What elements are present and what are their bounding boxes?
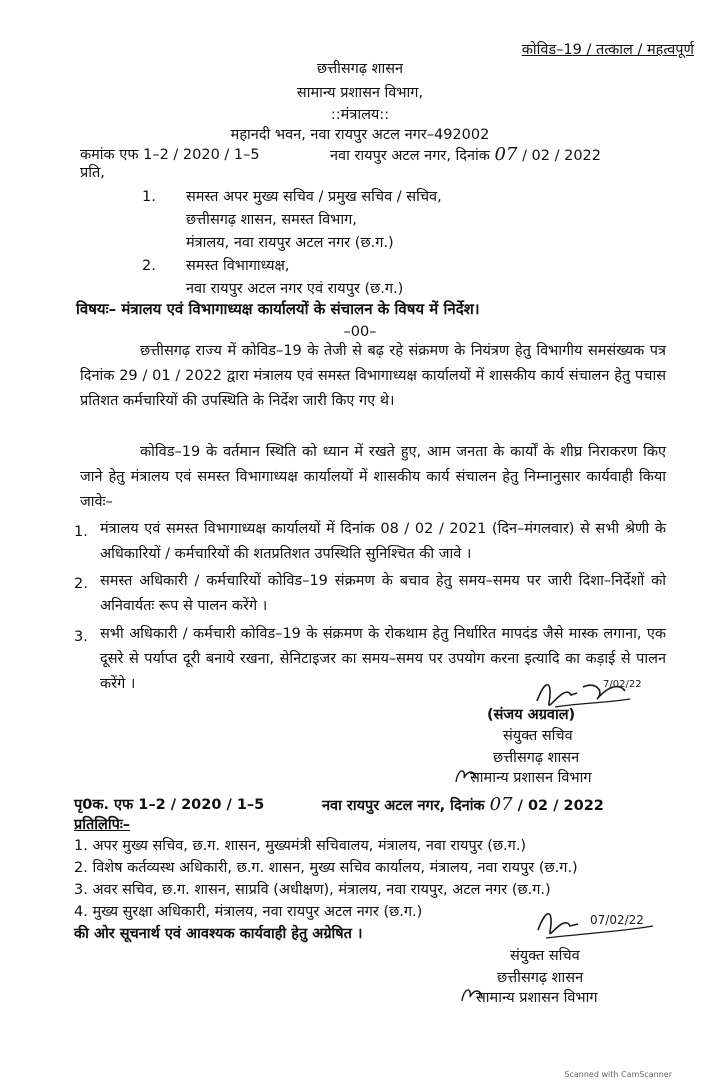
signatory-2-org: छत्तीसगढ़ शासन — [497, 970, 584, 986]
copy-item-3: 3. अवर सचिव, छ.ग. शासन, साप्रवि (अधीक्षण), मंत्रालय, नवा रायपुर, अटल नगर (छ.ग.) — [74, 882, 551, 898]
org-name: छत्तीसगढ़ शासन — [316, 61, 404, 77]
scanner-watermark: Scanned with CamScanner — [564, 1070, 672, 1079]
signatory-1-name: (संजय अग्रवाल) — [487, 707, 576, 723]
recipient-1-line-3: मंत्रालय, नवा रायपुर अटल नगर (छ.ग.) — [186, 235, 394, 251]
signatory-1-title: संयुक्त सचिव — [503, 728, 573, 744]
recipient-1-line-2: छत्तीसगढ़ शासन, समस्त विभाग, — [186, 212, 357, 228]
copy-to-label: प्रतिलिपिः– — [74, 817, 131, 833]
recipient-1-line-1: समस्त अपर मुख्य सचिव / प्रमुख सचिव / सचिव, — [186, 189, 442, 205]
signatory-1-org: छत्तीसगढ़ शासन — [493, 750, 580, 766]
urgency-tag: कोविड–19 / तत्काल / महत्वपूर्ण — [521, 42, 694, 58]
reference-date: नवा रायपुर अटल नगर, दिनांक 07 / 02 / 2022 — [330, 144, 602, 165]
reference-number: कमांक एफ 1–2 / 2020 / 1–5 — [80, 147, 260, 163]
signatory-1-department: सामान्य प्रशासन विभाग — [470, 770, 592, 786]
copy-item-2: 2. विशेष कर्तव्यस्थ अधिकारी, छ.ग. शासन, मुख्य सचिव कार्यालय, मंत्रालय, नवा रायपुर (छ.ग.) — [74, 860, 578, 876]
divider-mark: –00– — [343, 324, 377, 340]
copy-item-1: 1. अपर मुख्य सचिव, छ.ग. शासन, मुख्यमंत्री सचिवालय, मंत्रालय, नवा रायपुर (छ.ग.) — [74, 838, 527, 854]
department-name: सामान्य प्रशासन विभाग, — [296, 85, 424, 101]
subject-text: मंत्रालय एवं विभागाध्यक्ष कार्यालयों के संचालन के विषय में निर्देश। — [121, 300, 480, 318]
recipient-2-number: 2. — [142, 258, 156, 274]
signature-2-scribble — [528, 900, 658, 946]
directive-3-text: सभी अधिकारी / कर्मचारी कोविड–19 के संक्रमण के रोकथाम हेतु निर्धारित मापदंड जैसे मास्क लगाना, एक दूसरे से पर्याप्त दूरी बनाये रखना, सेनिटाइजर का समय–समय पर उपयोग करना इत्यादि का कड़ाई से पालन करेंगे । — [100, 626, 666, 692]
endorsement-number: पृ0क. एफ 1–2 / 2020 / 1–5 — [74, 797, 265, 813]
recipient-2-line-2: नवा रायपुर अटल नगर एवं रायपुर (छ.ग.) — [186, 281, 404, 297]
recipient-2-line-1: समस्त विभागाध्यक्ष, — [186, 258, 290, 274]
body-paragraph-2: कोविड–19 के वर्तमान स्थिति को ध्यान में रखते हुए, आम जनता के कार्यों के शीघ्र निराकरण किए जाने हेतु मंत्रालय एवं समस्त विभागाध्यक्ष कार्यालयों में शासकीय कार्य संचालन हेतु निम्नानुसार कार्यवाही किया जावेः– — [80, 444, 666, 510]
recipient-1-number: 1. — [142, 189, 156, 205]
svg-text:7/02/22: 7/02/22 — [603, 679, 642, 690]
signatory-2-department: सामान्य प्रशासन विभाग — [476, 990, 598, 1006]
svg-text:07/02/22: 07/02/22 — [590, 913, 644, 927]
subject-label: विषयः– — [76, 300, 117, 318]
to-label: प्रति, — [80, 165, 105, 181]
forwarding-note: की ओर सूचनार्थ एवं आवश्यक कार्यवाही हेतु अग्रेषित । — [74, 926, 363, 942]
office-address: महानदी भवन, नवा रायपुर अटल नगर–492002 — [230, 127, 490, 143]
directive-1-text: मंत्रालय एवं समस्त विभागाध्यक्ष कार्यालयों में दिनांक 08 / 02 / 2021 (दिन–मंगलवार) से सभी श्रेणी के अधिकारियों / कर्मचारियों की शतप्रतिशत उपस्थिति सुनिश्चित की जावे । — [100, 521, 666, 562]
handwritten-day: 07 — [494, 144, 518, 165]
directive-3-number: 3. — [74, 629, 88, 645]
directive-1-number: 1. — [74, 524, 88, 540]
endorsement-date: नवा रायपुर अटल नगर, दिनांक 07 / 02 / 2022 — [322, 794, 604, 815]
body-paragraph-1: छत्तीसगढ़ राज्य में कोविड–19 के तेजी से बढ़ रहे संक्रमण के नियंत्रण हेतु विभागीय समसंख्यक पत्र दिनांक 29 / 01 / 2022 द्वारा मंत्रालय एवं समस्त विभागाध्यक्ष कार्यालयों में शासकीय कार्य संचालन हेतु पचास प्रतिशत कर्मचारियों की उपस्थिति के निर्देश जारी किए गए थे। — [80, 343, 666, 409]
directive-2-number: 2. — [74, 576, 88, 592]
copy-item-4: 4. मुख्य सुरक्षा अधिकारी, मंत्रालय, नवा रायपुर अटल नगर (छ.ग.) — [74, 904, 423, 920]
signatory-2-title: संयुक्त सचिव — [510, 948, 580, 964]
ministry-label: ::मंत्रालय:: — [330, 107, 390, 123]
handwritten-day-2: 07 — [489, 794, 513, 815]
subject-line — [76, 299, 480, 319]
directive-2-text: समस्त अधिकारी / कर्मचारियों कोविड–19 संक्रमण के बचाव हेतु समय–समय पर जारी दिशा–निर्देशों को अनिवार्यतः रूप से पालन करेंगे । — [100, 573, 666, 614]
